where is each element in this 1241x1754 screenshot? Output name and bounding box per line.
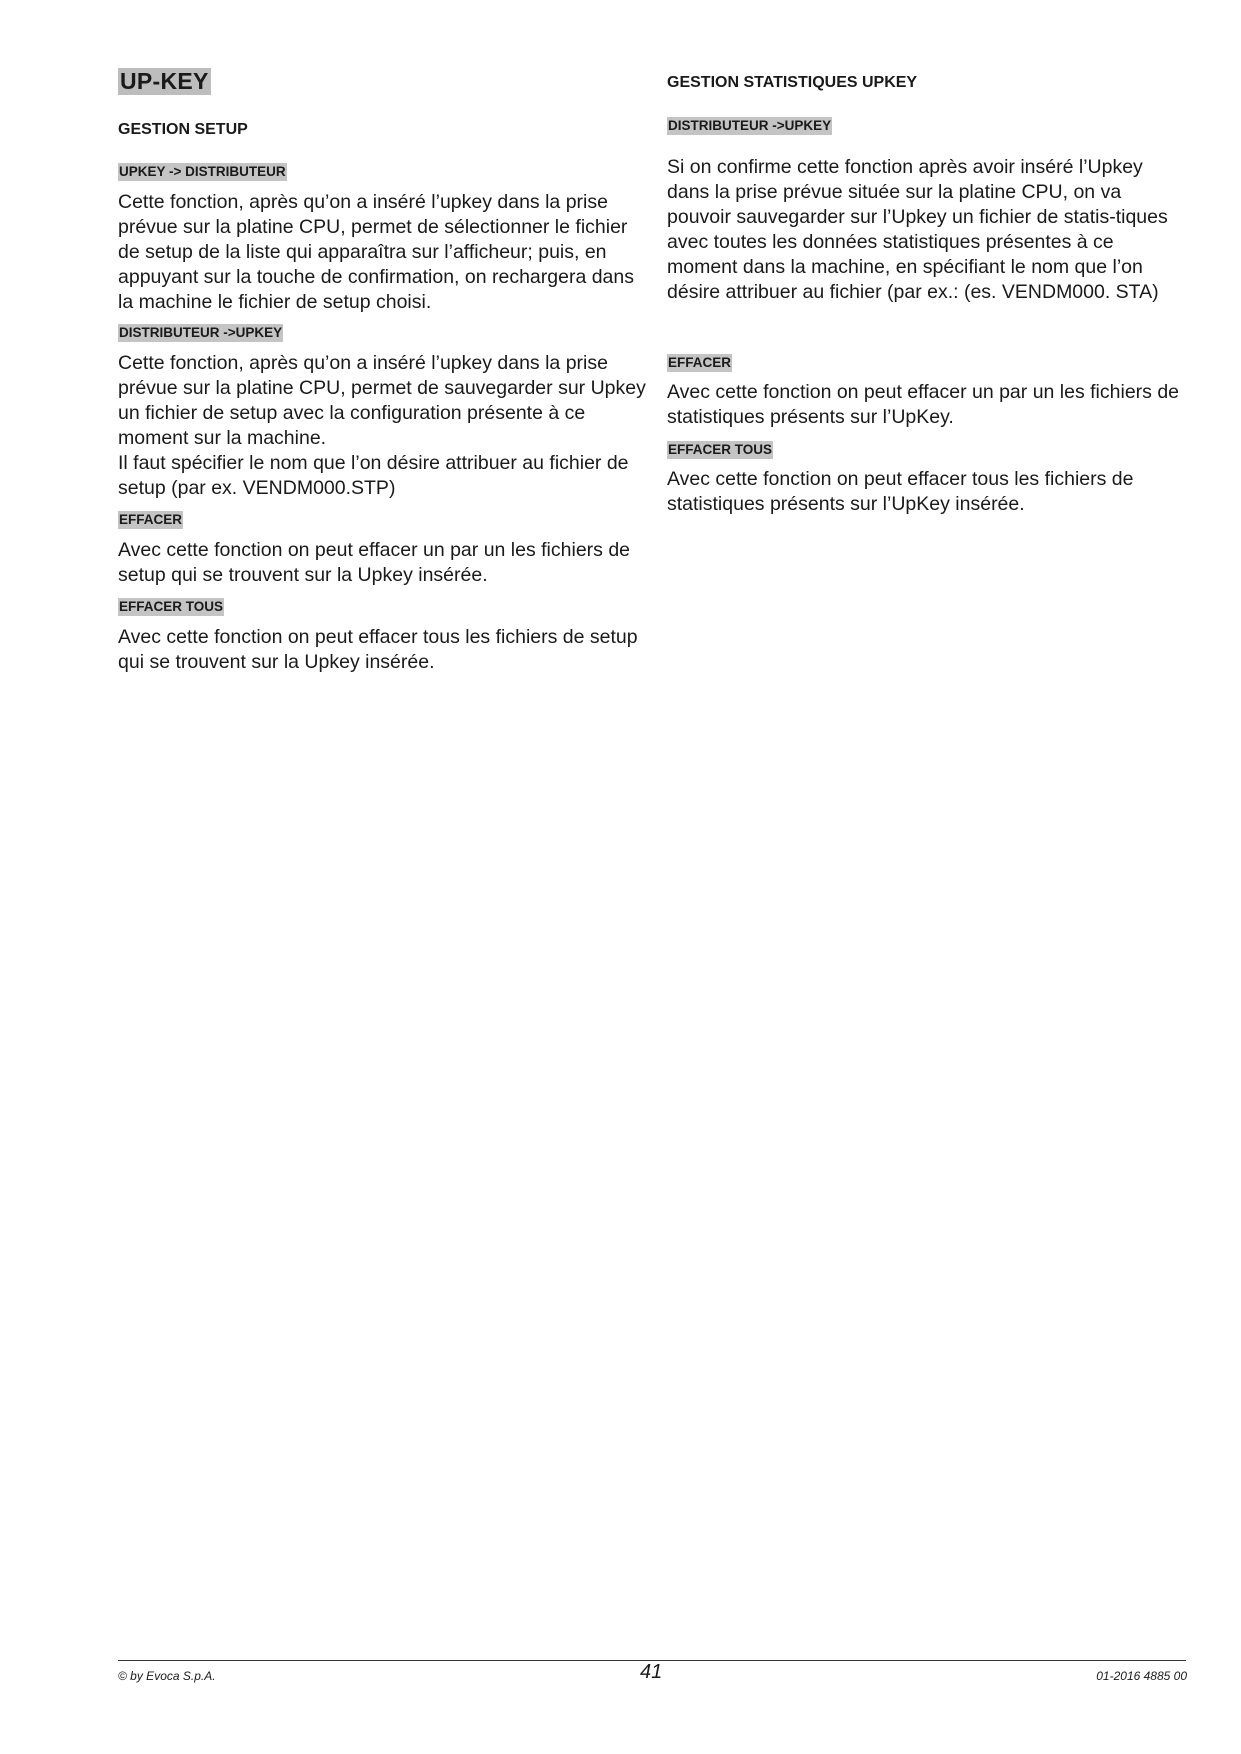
paragraph-stat-effacer-tous: Avec cette fonction on peut effacer tous les fichiers de statistiques présents sur l’UpKey insérée. — [667, 468, 1134, 515]
paragraph-distributeur-to-upkey: Cette fonction, après qu’on a inséré l’upkey dans la prise prévue sur la platine CPU, permet de sauvegarder sur Upkey un fichier de setup avec la configuration présente à ce moment sur la machine. — [118, 352, 646, 449]
section-heading-setup: GESTION SETUP — [118, 121, 248, 138]
paragraph-effacer: Avec cette fonction on peut effacer un par un les fichiers de setup qui se trouvent sur la Upkey insérée. — [118, 539, 631, 586]
page-number: 41 — [640, 1661, 663, 1683]
tag-stat-effacer-tous: EFFACER TOUS — [668, 442, 773, 457]
paragraph-stat-distributeur-to-upkey: Si on confirme cette fonction après avoir inséré l’Upkey dans la prise prévue située sur la platine CPU, on va pouvoir sauvegarder sur l’Upkey un fichier de statis-tiques avec toutes les données statistiques présentes à ce moment dans la machine, en spécifiant le nom que l’on désire attribuer au fichier (par ex.: (es. VENDM000. STA) — [667, 156, 1168, 303]
paragraph-distributeur-to-upkey-note: Il faut spécifier le nom que l’on désire attribuer au fichier de setup (par ex. VENDM000.STP) — [118, 452, 629, 499]
paragraph-stat-effacer: Avec cette fonction on peut effacer un par un les fichiers de statistiques présents sur l’UpKey. — [667, 381, 1180, 428]
footer-doc-code: 01-2016 4885 00 — [1096, 1669, 1187, 1683]
tag-upkey-to-distributeur: UPKEY -> DISTRIBUTEUR — [119, 164, 286, 179]
footer-copyright: © by Evoca S.p.A. — [118, 1669, 216, 1683]
paragraph-effacer-tous: Avec cette fonction on peut effacer tous les fichiers de setup qui se trouvent sur la Upkey insérée. — [118, 626, 638, 673]
tag-effacer: EFFACER — [119, 512, 183, 527]
tag-stat-distributeur-to-upkey: DISTRIBUTEUR ->UPKEY — [668, 118, 832, 133]
paragraph-upkey-to-distributeur: Cette fonction, après qu’on a inséré l’upkey dans la prise prévue sur la platine CPU, permet de sélectionner le fichier de setup de la liste qui apparaîtra sur l’afficheur; puis, en appuyant sur la touche de confirmation, on rechargera dans la machine le fichier de setup choisi. — [118, 191, 634, 313]
tag-distributeur-to-upkey: DISTRIBUTEUR ->UPKEY — [119, 325, 283, 340]
tag-stat-effacer: EFFACER — [668, 355, 732, 370]
page-title: UP-KEY — [120, 68, 209, 94]
section-heading-statistiques: GESTION STATISTIQUES UPKEY — [667, 74, 918, 91]
tag-effacer-tous: EFFACER TOUS — [119, 599, 224, 614]
